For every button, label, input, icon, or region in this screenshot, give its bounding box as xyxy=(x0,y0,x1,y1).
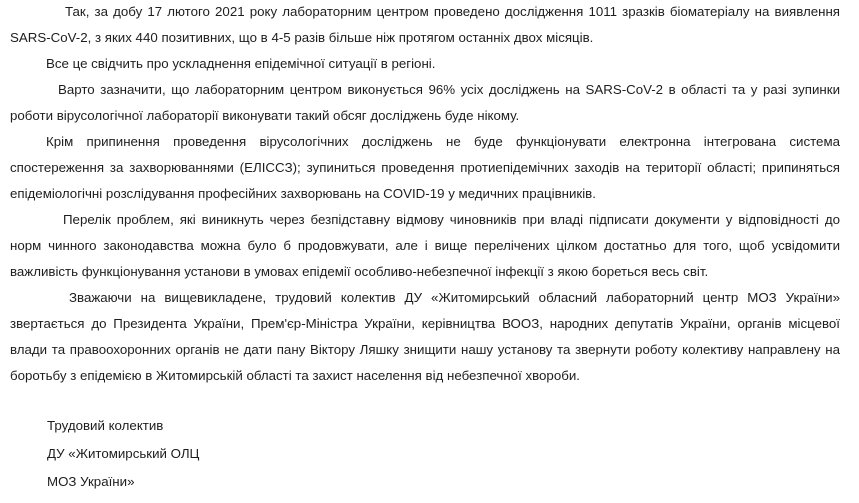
signature-block xyxy=(47,412,199,496)
signature-line-institution: ДУ «Житомирський ОЛЦ xyxy=(47,446,200,461)
paragraph-consequences: Крім припинення проведення вірусологічних досліджень не буде функціонувати електронна інтегрована система спостереження за захворюваннями (ЕЛІСCЗ); зупиниться проведення протиепідемічних заходів на території області; припиняться епідеміологічні розслідування професійних захворювань на COVID-19 у медичних працівників. xyxy=(10,134,840,201)
paragraph-appeal: Зважаючи на вищевикладене, трудовий колектив ДУ «Житомирський обласний лабораторний центр МОЗ України» звертається до Президента України, Прем'єр-Міністра України, керівництва ВООЗ, народних депутатів України, органів місцевої влади та правоохоронних органів не дати пану Віктору Ляшку знищити нашу установу та звернути роботу колективу направлену на боротьбу з епідемією в Житомирській області та захист населення від небезпечної хвороби. xyxy=(10,290,840,383)
paragraph-epidemic-situation: Все це свідчить про ускладнення епідемічної ситуації в регіоні. xyxy=(46,56,436,71)
signature-line-collective: Трудовий колектив xyxy=(47,418,164,433)
paragraph-lab-share: Варто зазначити, що лабораторним центром виконується 96% усіх досліджень на SARS-CoV-2 в області та у разі зупинки роботи вірусологічної лабораторії виконувати такий обсяг досліджень буде нікому. xyxy=(10,82,840,123)
signature-line-ministry: МОЗ України» xyxy=(47,474,135,489)
paragraph-daily-tests: Так, за добу 17 лютого 2021 року лабораторним центром проведено дослідження 1011 зразків біоматеріалу на виявлення SARS-CoV-2, з яких 440 позитивних, що в 4-5 разів більше ніж протягом останніх двох місяців. xyxy=(10,4,840,45)
paragraph-problems-list: Перелік проблем, які виникнуть через безпідставну відмову чиновників при владі підписати документи у відповідності до норм чинного законодавства можна було б продовжувати, але і вище перелічених цілком достатньо для того, щоб усвідомити важливість функціонування установи в умовах епідемії особливо-небезпечної інфекції з якою бореться весь світ. xyxy=(10,212,840,279)
